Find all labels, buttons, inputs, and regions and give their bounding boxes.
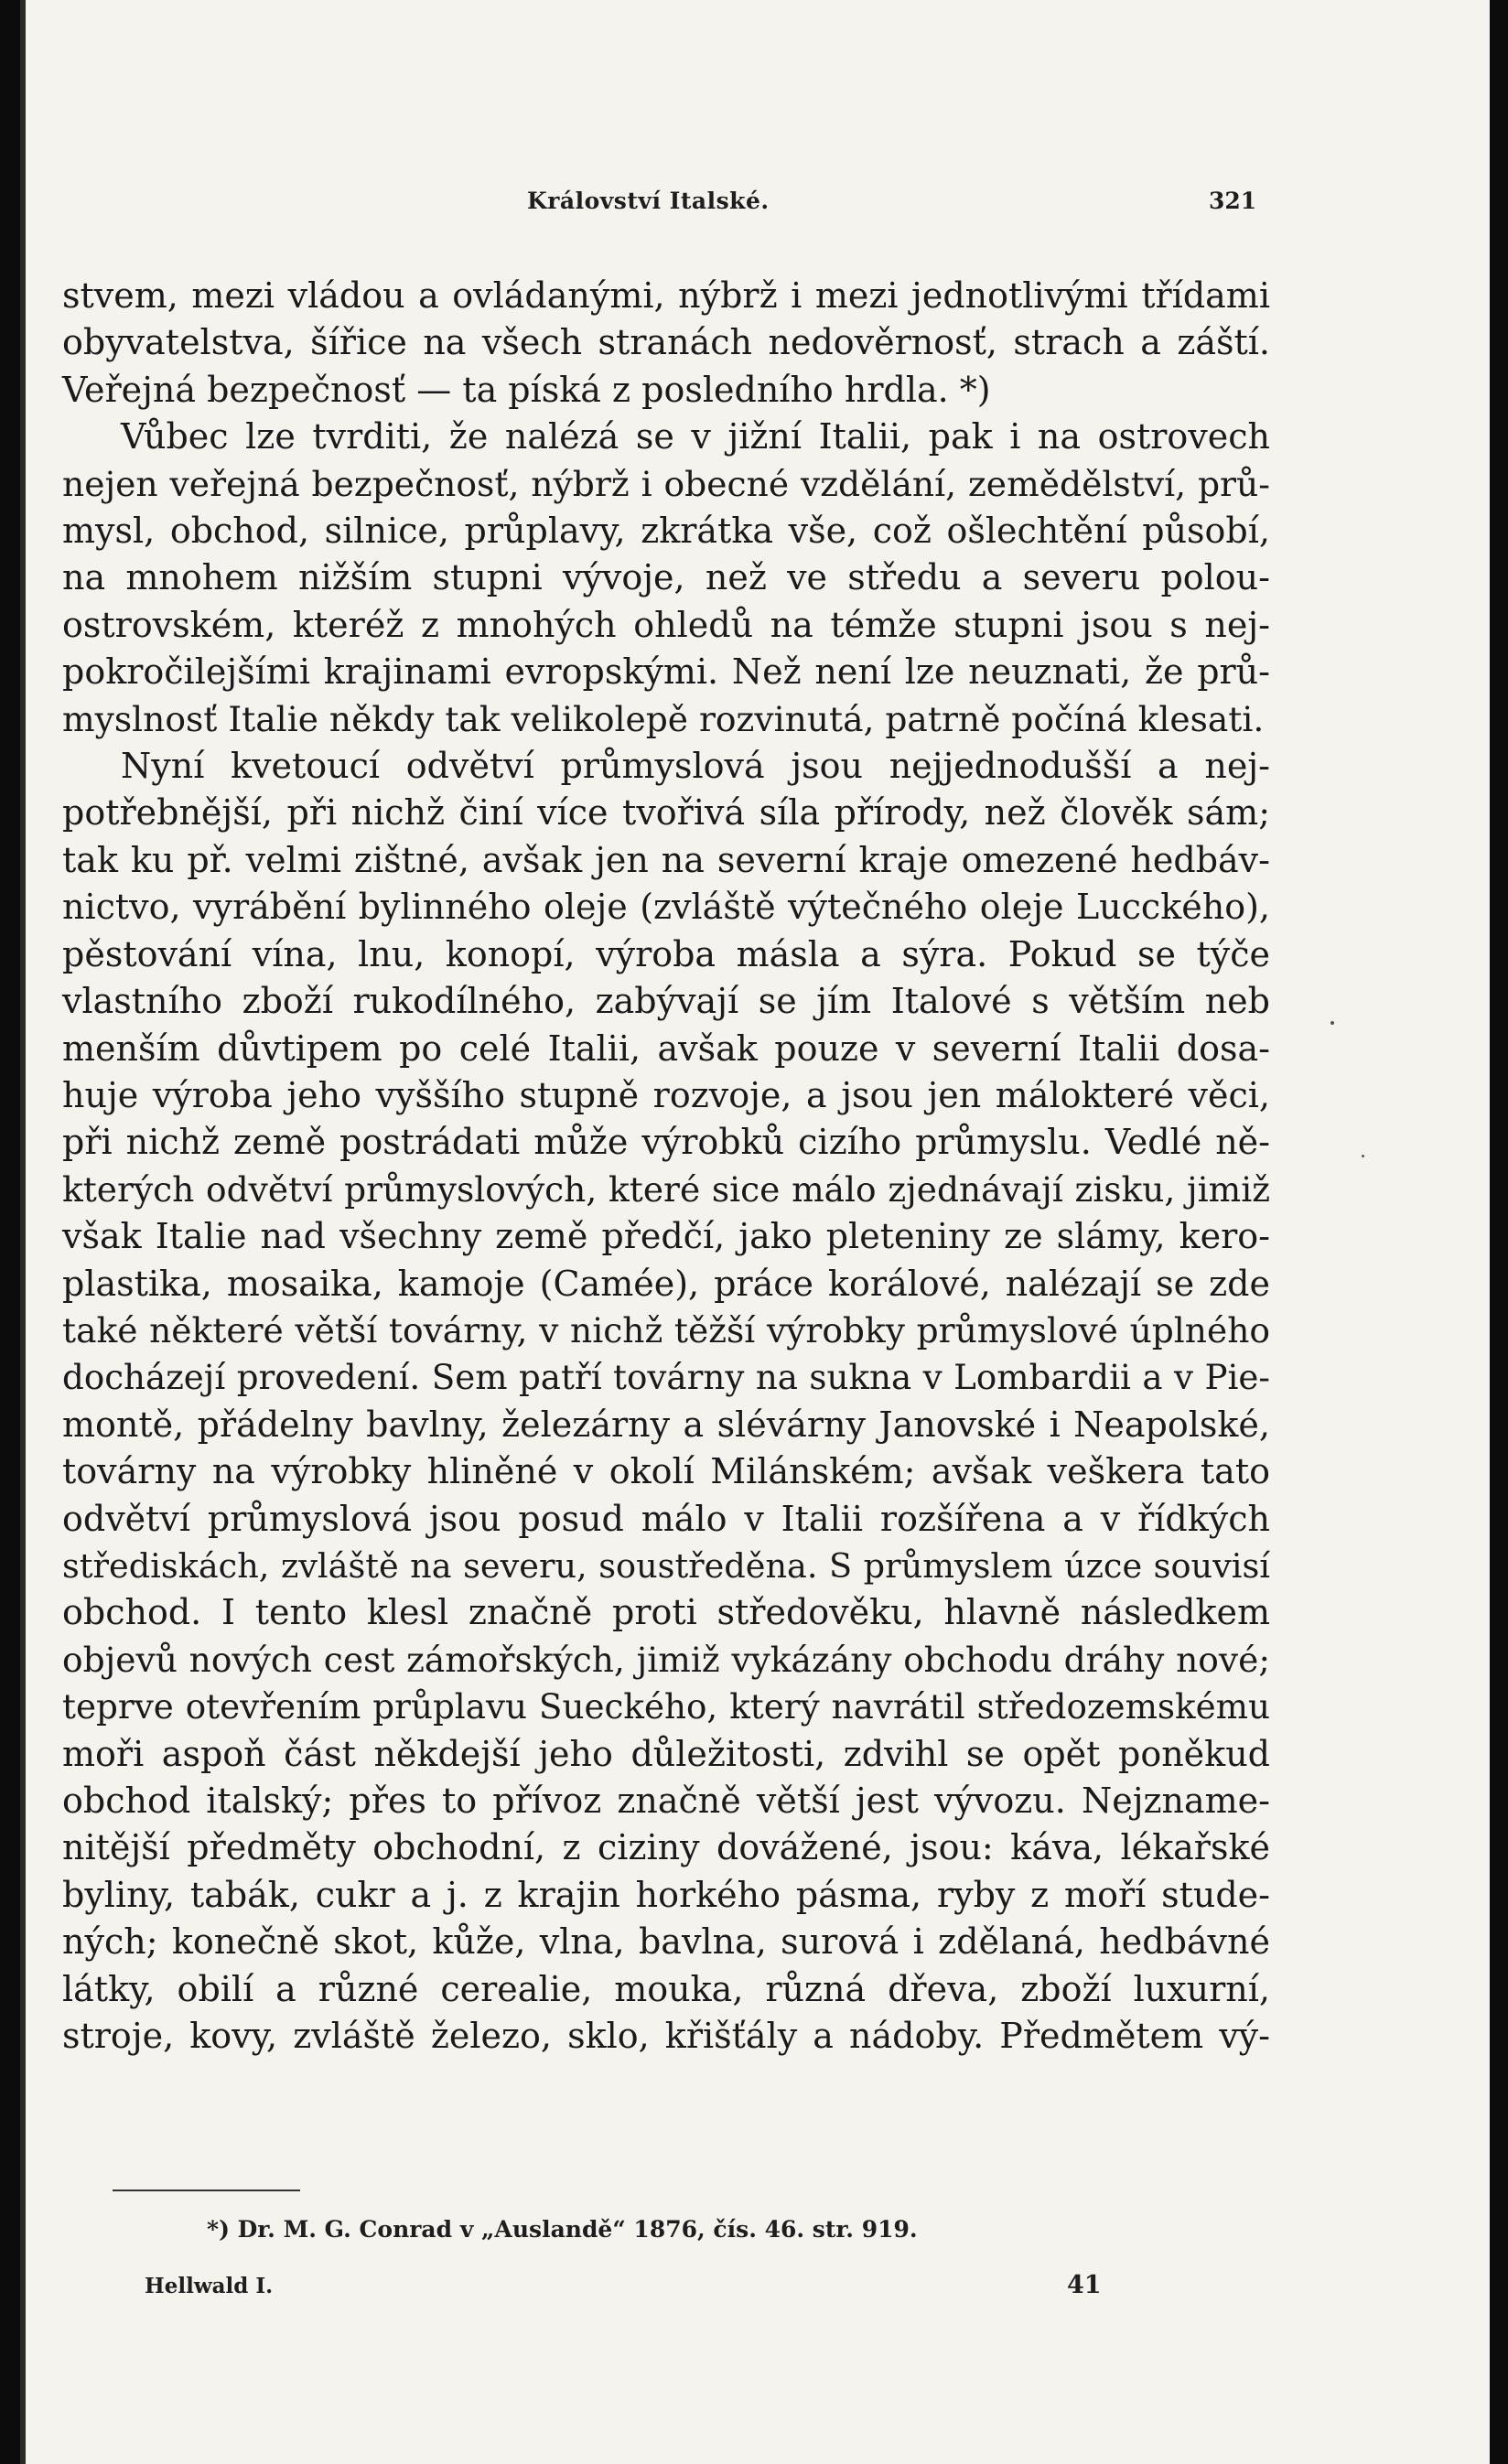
text-line: objevů nových cest zámořských, jimiž vykázány obchodu dráhy nové;	[62, 1639, 1270, 1680]
text-line: Veřejná bezpečnosť — ta píská z posledního hrdla. *)	[62, 369, 991, 410]
text-line: potřebnější, při nichž činí více tvořivá síla přírody, než člověk sám;	[62, 792, 1270, 834]
text-line: na mnohem nižším stupni vývoje, než ve středu a severu polou-	[62, 557, 1270, 598]
text-line: střediskách, zvláště na severu, soustředěna. S průmyslem úzce souvisí	[62, 1545, 1270, 1586]
printer-signature: Hellwald I.	[145, 2274, 274, 2298]
text-line: při nichž země postrádati může výrobků cizího průmyslu. Vedlé ně-	[62, 1122, 1270, 1163]
sheet-number: 41	[1067, 2271, 1102, 2299]
page-number: 321	[1209, 188, 1257, 214]
text-line: stvem, mezi vládou a ovládanými, nýbrž i mezi jednotlivými třídami	[62, 275, 1270, 316]
text-line: pokročilejšími krajinami evropskými. Než není lze neuznati, že prů-	[62, 651, 1270, 693]
paragraph-start-line: Nyní kvetoucí odvětví průmyslová jsou nejjednodušší a nej-	[121, 746, 1270, 787]
body-text	[62, 273, 1270, 2060]
text-line: nitější předměty obchodní, z ciziny dovážené, jsou: káva, lékařské	[62, 1827, 1270, 1868]
text-line: však Italie nad všechny země předčí, jako pleteniny ze slámy, kero-	[62, 1216, 1270, 1257]
text-line: obchod italský; přes to přívoz značně větší jest vývozu. Nejzname-	[62, 1781, 1270, 1821]
text-line: obyvatelstva, šířice na všech stranách nedověrnosť, strach a záští.	[62, 322, 1270, 363]
text-line: stroje, kovy, zvláště železo, sklo, křišťály a nádoby. Předmětem vý-	[62, 2016, 1270, 2057]
text-line: vlastního zboží rukodílného, zabývají se jím Italové s větším neb	[62, 981, 1270, 1022]
book-page	[20, 0, 1490, 2464]
page-header	[26, 188, 1495, 224]
text-line: také některé větší továrny, v nichž těžší výrobky průmyslové úplného	[62, 1309, 1270, 1350]
text-line: továrny na výrobky hliněné v okolí Milánském; avšak veškera tato	[62, 1451, 1270, 1492]
text-line: ných; konečně skot, kůže, vlna, bavlna, surová i zdělaná, hedbávné	[62, 1921, 1270, 1963]
running-title: Království Italské.	[527, 188, 770, 214]
text-line: pěstování vína, lnu, konopí, výroba másla a sýra. Pokud se týče	[62, 933, 1270, 974]
paragraph-start-line: Vůbec lze tvrditi, že nalézá se v jižní Italii, pak i na ostrovech	[121, 416, 1270, 457]
text-line: obchod. I tento klesl značně proti středověku, hlavně následkem	[62, 1592, 1270, 1633]
text-line: montě, přádelny bavlny, železárny a slévárny Janovské i Neapolské,	[62, 1404, 1270, 1445]
text-line: huje výroba jeho vyššího stupně rozvoje, a jsou jen málokteré věci,	[62, 1074, 1270, 1115]
text-line: kterých odvětví průmyslových, které sice málo zjednávají zisku, jimiž	[62, 1168, 1270, 1210]
text-line: nejen veřejná bezpečnosť, nýbrž i obecné vzdělání, zemědělství, prů-	[62, 463, 1270, 504]
text-line: myslnosť Italie někdy tak velikolepě rozvinutá, patrně počíná klesati.	[62, 698, 1265, 739]
text-line: ostrovském, kteréž z mnohých ohledů na témže stupni jsou s nej-	[62, 604, 1270, 645]
text-line: menším důvtipem po celé Italii, avšak pouze v severní Italii dosa-	[62, 1028, 1270, 1069]
text-line: látky, obilí a různé cerealie, mouka, různá dřeva, zboží luxurní,	[62, 1968, 1270, 2009]
text-line: odvětví průmyslová jsou posud málo v Italii rozšířena a v řídkých	[62, 1498, 1270, 1539]
text-line: byliny, tabák, cukr a j. z krajin horkého pásma, ryby z moří stude-	[62, 1874, 1270, 1915]
footnote-divider	[113, 2190, 300, 2191]
footnote: *) Dr. M. G. Conrad v „Auslandě“ 1876, čís. 46. str. 919.	[207, 2216, 918, 2243]
text-line: teprve otevřením průplavu Sueckého, který navrátil středozemskému	[62, 1686, 1270, 1727]
text-line: moři aspoň část někdejší jeho důležitosti, zdvihl se opět poněkud	[62, 1733, 1270, 1774]
text-line: plastika, mosaika, kamoje (Camée), práce korálové, nalézají se zde	[62, 1263, 1270, 1304]
text-line: mysl, obchod, silnice, průplavy, zkrátka vše, což ošlechtění působí,	[62, 511, 1270, 552]
text-line: nictvo, vyrábění bylinného oleje (zvláště výtečného oleje Lucckého),	[62, 887, 1270, 928]
text-line: docházejí provedení. Sem patří továrny na sukna v Lombardii a v Pie-	[62, 1357, 1270, 1398]
text-line: tak ku př. velmi zištné, avšak jen na severní kraje omezené hedbáv-	[62, 839, 1270, 880]
